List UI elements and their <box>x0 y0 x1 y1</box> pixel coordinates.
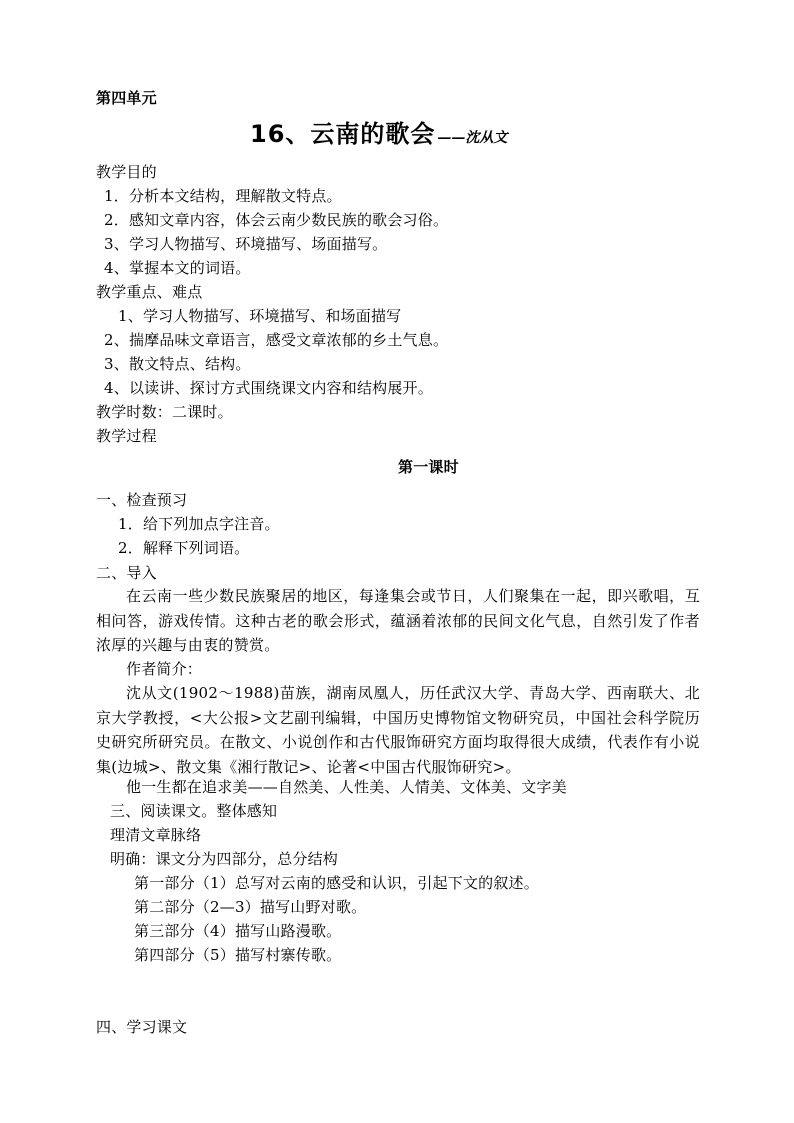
objectives-heading: 教学目的 <box>96 163 157 181</box>
key-point-item: 4、以读讲、探讨方式围绕课文内容和结构展开。 <box>104 379 433 397</box>
lesson-title <box>250 116 507 152</box>
lesson-title-main: 16、云南的歌会 <box>250 120 436 148</box>
author-intro-heading: 作者简介： <box>126 660 203 678</box>
objective-item: 1．分析本文结构，理解散文特点。 <box>104 187 342 205</box>
reading-clarify: 明确：课文分为四部分，总分结构 <box>110 850 339 868</box>
intro-heading: 二、导入 <box>96 564 157 582</box>
structure-part: 第三部分（4）描写山路漫歌。 <box>134 922 342 940</box>
preview-heading: 一、检查预习 <box>96 491 188 509</box>
objective-item: 3、学习人物描写、环境描写、场面描写。 <box>104 235 388 253</box>
reading-heading: 三、阅读课文。整体感知 <box>110 802 278 820</box>
author-bio-paragraph: 沈从文(1902～1988)苗族，湖南凤凰人，历任武汉大学、青岛大学、西南联大、北京大学教授，<大公报>文艺副刊编辑，中国历史博物馆文物研究员，中国社会科学院历史研究所研究员。在散文、小说创作和古代服饰研究方面均取得很大成绩，代表作有小说集(边城>、散文集《湘行散记>、论著<中国古代服饰研究>。 <box>96 684 700 776</box>
teaching-hours: 教学时数：二课时。 <box>96 403 233 421</box>
structure-part: 第四部分（5）描写村寨传歌。 <box>134 946 342 964</box>
reading-subheading: 理清文章脉络 <box>110 826 202 844</box>
objective-item: 2．感知文章内容，体会云南少数民族的歌会习俗。 <box>104 211 449 229</box>
intro-paragraph: 在云南一些少数民族聚居的地区，每逢集会或节日，人们聚集在一起，即兴歌唱，互相问答，游戏传情。这种古老的歌会形式，蕴涵着浓郁的民间文化气息，自然引发了作者浓厚的兴趣与由衷的赞赏。 <box>96 587 700 654</box>
objective-item: 4、掌握本文的词语。 <box>104 259 251 277</box>
author-beauty-line: 他一生都在追求美——自然美、人性美、人情美、文体美、文字美 <box>126 778 567 796</box>
preview-item: 1．给下列加点字注音。 <box>118 515 280 533</box>
structure-part: 第一部分（1）总写对云南的感受和认识，引起下文的叙述。 <box>134 874 539 892</box>
lesson-one-heading: 第一课时 <box>398 458 459 476</box>
lesson-title-author: ——沈从文 <box>437 130 508 146</box>
key-point-item: 3、散文特点、结构。 <box>104 355 251 373</box>
study-heading: 四、学习课文 <box>96 1018 188 1036</box>
key-point-item: 2、揣摩品味文章语言，感受文章浓郁的乡土气息。 <box>104 331 449 349</box>
structure-part: 第二部分（2—3）描写山野对歌。 <box>134 898 367 916</box>
unit-label: 第四单元 <box>96 89 157 107</box>
preview-item: 2．解释下列词语。 <box>118 539 250 557</box>
key-points-heading: 教学重点、难点 <box>96 283 203 301</box>
process-heading: 教学过程 <box>96 427 157 445</box>
key-point-item: 1、学习人物描写、环境描写、和场面描写 <box>118 307 402 325</box>
